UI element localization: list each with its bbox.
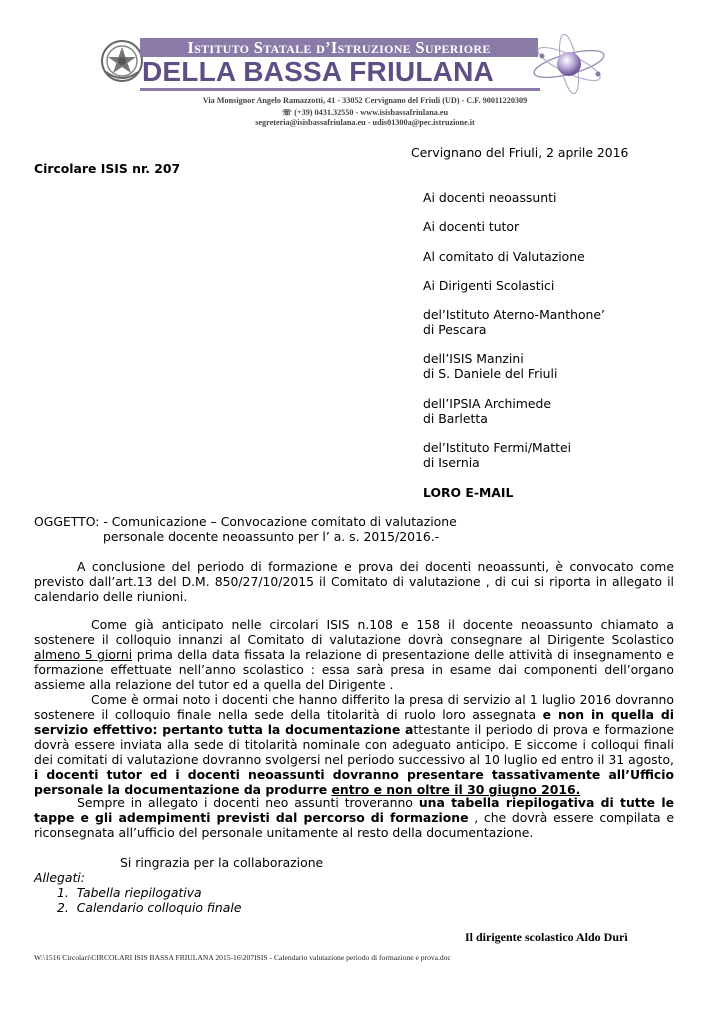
paragraph-2: Come già anticipato nelle circolari ISIS n.108 e 158 il docente neoassunto chiamato a sostenere il colloquio innanzi al Comitato di valutazione dovrà consegnare al Dirigente Scolastico almeno 5 giorni prima della data fissata la relazione di presentazione delle attività di insegnamento e formazione effettuate nell’anno scolastico : essa sarà presa in esame dai componenti dell’organo assieme alla relazione del tutor ed a quella del Dirigente . (34, 617, 674, 692)
recipient: Al comitato di Valutazione (423, 249, 585, 264)
letterhead-line1: Istituto Statale d’Istruzione Superiore (140, 38, 538, 57)
recipient: del’Istituto Aterno-Manthone’ (423, 307, 605, 322)
recipient: Ai docenti tutor (423, 219, 520, 234)
recipient: Ai docenti neoassunti (423, 190, 557, 205)
atom-sphere-icon (530, 34, 608, 94)
date-line: Cervignano del Friuli, 2 aprile 2016 (411, 145, 629, 160)
footer-file-path: W:\1516 Circolari\CIRCOLARI ISIS BASSA FRIULANA 2015-16\207ISIS - Calendario valutazione periodo di formazione e prova.doc (34, 953, 451, 962)
recipient-loro-email: LORO E-MAIL (423, 485, 514, 500)
paragraph-4: Sempre in allegato i docenti neo assunti troveranno una tabella riepilogativa di tutte le tappe e gli adempimenti previsti dal percorso di formazione , che dovrà essere compilata e riconsegnata all’ufficio del personale unitamente al resto della documentazione. (34, 795, 674, 840)
thanks-line: Si ringrazia per la collaborazione (120, 855, 324, 870)
recipient: di Barletta (423, 411, 488, 426)
attachment-item: 2. Calendario colloquio finale (57, 900, 242, 915)
italian-emblem-icon (100, 38, 144, 84)
recipient: del’Istituto Fermi/Mattei (423, 440, 572, 455)
letterhead-rule (140, 88, 540, 91)
recipient: Ai Dirigenti Scolastici (423, 278, 555, 293)
paragraph-1: A conclusione del periodo di formazione e prova dei docenti neoassunti, è convocato come previsto dall’art.13 del D.M. 850/27/10/2015 il Comitato di valutazione , di cui si riporta in allegato il calendario delle riunioni. (34, 559, 674, 604)
subject-line2: personale docente neoassunto per l’ a. s. 2015/2016.- (103, 529, 440, 544)
letterhead-line2: DELLA BASSA FRIULANA (142, 56, 494, 87)
recipient: dell’ISIS Manzini (423, 351, 524, 366)
recipient: di Pescara (423, 322, 487, 337)
signature: Il dirigente scolastico Aldo Durì (465, 930, 628, 944)
subject-line1: OGGETTO: - Comunicazione – Convocazione comitato di valutazione (34, 514, 457, 529)
attachments-label: Allegati: (34, 870, 85, 885)
attachment-item: 1. Tabella riepilogativa (57, 885, 202, 900)
letterhead-contacts: ☏ (+39) 0431.32550 - www.isisbassafriulana.eu (281, 108, 449, 117)
paragraph-3: Come è ormai noto i docenti che hanno differito la presa di servizio al 1 luglio 2016 dovranno sostenere il colloquio finale nella sede della titolarità di ruolo loro assegnata e non in quella di servizio effettivo: pertanto tutta la documentazione attestante il periodo di prova e formazione dovrà essere inviata alla sede di titolarità nominale con adeguato anticipo. E siccome i colloqui finali dei comitati di valutazione dovranno svolgersi nel periodo successivo al 10 luglio ed entro il 31 agosto, i docenti tutor ed i docenti neoassunti dovranno presentare tassativamente all’Ufficio personale la documentazione da produrre entro e non oltre il 30 giugno 2016. (34, 692, 675, 797)
letterhead-address: Via Monsignor Angelo Ramazzotti, 41 - 33052 Cervignano del Friuli (UD) - C.F. 90011220309 (202, 96, 528, 105)
recipient: di S. Daniele del Friuli (423, 366, 558, 381)
recipient: dell’IPSIA Archimede (423, 396, 551, 411)
letterhead-emails: segreteria@isisbassafriulana.eu - udis01300a@pec.istruzione.it (255, 118, 475, 127)
recipient: di Isernia (423, 455, 480, 470)
circular-number: Circolare ISIS nr. 207 (34, 161, 181, 176)
